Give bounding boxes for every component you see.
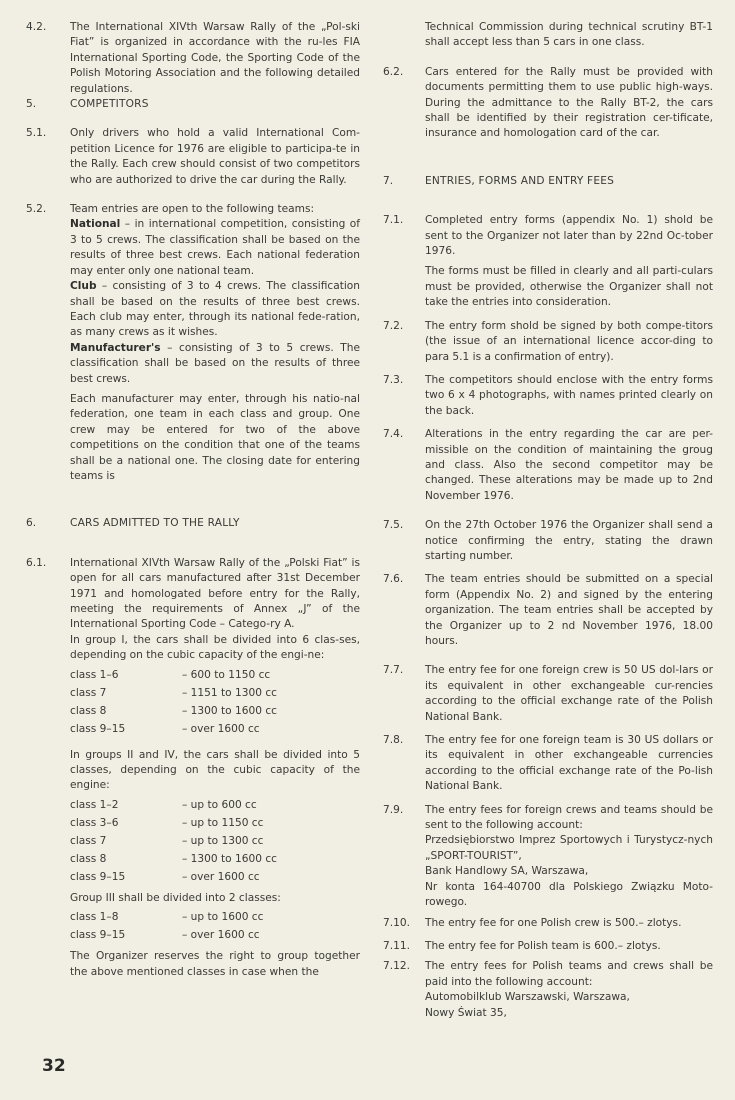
section-text: The entry fee for one foreign team is 30 US dollars or its equivalent in other exchangeable currencies according to the official exchange rate of the Po-lish National Bank. — [425, 734, 713, 793]
section-body — [425, 959, 713, 1021]
section-number: 4.2. — [26, 21, 47, 33]
section-6-2 — [383, 65, 713, 142]
section-number: 7.8. — [383, 734, 404, 747]
section-7-1 — [383, 213, 713, 310]
section-number: 6.1. — [26, 556, 47, 569]
section-text: The competitors should enclose with the entry forms two 6 x 4 photographs, with names printed clearly on the back. — [425, 373, 713, 417]
class-capacity: – up to 1150 cc — [182, 816, 264, 829]
paragraph: In group I, the cars shall be divided into 6 clas-ses, depending on the cubic capacity of the engi-ne: — [70, 633, 360, 662]
term-club: Club — [70, 280, 97, 293]
section-number: 7.9. — [383, 803, 404, 816]
section-number: 6. — [26, 517, 37, 530]
section-text: The team entries should be submitted on a special form (Appendix No. 2) and signed by the entering organization. The team entries shall be accepted by the Organizer up to 2 nd November 1976, 18.00 hours. — [425, 573, 713, 647]
section-number: 7.10. — [383, 916, 410, 929]
section-number: 7.2. — [383, 319, 404, 332]
account-line: Nr konta 164-40700 dla Polskiego Związku Moto-rowego. — [425, 880, 713, 909]
section-7-7 — [383, 663, 713, 725]
section-text: The entry fee for one Polish crew is 500.– zlotys. — [425, 916, 682, 929]
paragraph: The Organizer reserves the right to group together the above mentioned classes in case when the — [70, 950, 360, 978]
class-capacity: – 1300 to 1600 cc — [182, 704, 277, 717]
section-7-6 — [383, 572, 713, 649]
account-line: Przedsiębiorstwo Imprez Sportowych i Turystycz-nych „SPORT-TOURIST”, — [425, 834, 713, 862]
section-body — [425, 803, 713, 911]
class-capacity: – over 1600 cc — [182, 929, 260, 942]
section-6-heading — [26, 516, 360, 531]
section-number: 7. — [383, 174, 394, 187]
class-name: class 8 — [70, 852, 107, 865]
term-national: National — [70, 218, 121, 231]
class-table-group-2-4 — [70, 798, 360, 885]
section-number: 7.5. — [383, 519, 404, 532]
section-text: Only drivers who hold a valid International Com-petition Licence for 1976 are eligible to participa-te in the Rally. Each crew should consist of two competitors who are authorized to drive the car during the Rally. — [70, 127, 360, 186]
section-number: 6.2. — [383, 65, 404, 78]
section-text: On the 27th October 1976 the Organizer shall send a notice confirming the entry, stating the drawn starting number. — [425, 519, 713, 562]
class-name: class 9–15 — [70, 870, 126, 883]
paragraph: International XIVth Warsaw Rally of the „Polski Fiat” is open for all cars manufactured after 31st December 1971 and homologated before entry for the Rally, meeting the requirements of Annex „J” of the International Sporting Code – Catego-ry A. — [70, 556, 360, 631]
paragraph: Each manufacturer may enter, through his natio-nal federation, one team in each class and group. One crew may be entered for two of the above competitions on the condition that one of the teams shall be a national one. The closing date for entering teams is — [70, 392, 360, 482]
section-number: 7.12. — [383, 960, 410, 973]
section-7-9 — [383, 803, 713, 911]
section-body — [70, 202, 360, 484]
section-number: 7.1. — [383, 214, 404, 227]
class-name: class 1–8 — [70, 911, 119, 924]
section-4-2 — [26, 20, 360, 97]
section-text: The International XIVth Warsaw Rally of the „Pol-ski Fiat” is organized in accordance with the ru-les FIA International Sporting Code, the Sporting Code of the Polish Motoring Association and the following detailed regulations. — [70, 21, 360, 95]
account-line: Nowy Świat 35, — [425, 1006, 507, 1019]
section-text: The entry fee for one foreign crew is 50 US dol-lars or its equivalent in other exchangeable cur-rencies according to the official exchange rate of the Polish National Bank. — [425, 664, 713, 723]
paragraph: Completed entry forms (appendix No. 1) shold be sent to the Organizer not later than by 22nd Oc-tober 1976. — [425, 214, 713, 258]
right-column — [383, 20, 713, 1021]
section-7-heading — [383, 174, 713, 189]
class-name: class 8 — [70, 704, 107, 717]
section-number: 5. — [26, 98, 37, 111]
paragraph: Team entries are open to the following teams: — [70, 203, 315, 216]
section-7-3 — [383, 373, 713, 419]
paragraph — [70, 341, 360, 387]
term-text: – in international competition, consisting of 3 to 5 crews. The classification shall be based on the results of three best crews. Each national federation may enter only one national team. — [70, 218, 360, 277]
section-6-1-continued — [383, 20, 713, 51]
section-body — [70, 556, 360, 980]
class-name: class 7 — [70, 686, 107, 699]
paragraph: In groups II and IV, the cars shall be divided into 5 classes, depending on the cubic capacity of the engine: — [70, 748, 360, 792]
section-6-1 — [26, 556, 360, 980]
section-title: COMPETITORS — [70, 98, 149, 111]
class-capacity: – up to 1300 cc — [182, 834, 264, 847]
account-line: Bank Handlowy SA, Warszawa, — [425, 865, 589, 878]
class-capacity: – over 1600 cc — [182, 722, 260, 735]
class-name: class 1–6 — [70, 668, 119, 681]
section-text: The entry form shold be signed by both compe-titors (the issue of an international licence accor-ding to para 5.1 is a confirmation of entry). — [425, 319, 713, 363]
section-number: 7.3. — [383, 373, 404, 386]
paragraph: The entry fees for Polish teams and crews shall be paid into the following account: — [425, 960, 713, 988]
section-number: 7.4. — [383, 428, 404, 441]
section-5-1 — [26, 126, 360, 188]
left-column — [26, 20, 360, 980]
section-text: Cars entered for the Rally must be provided with documents permitting them to use public high-ways. During the admittance to the Rally BT-2, the cars shall be identified by their registration cer-tificate, insurance and homologation card of the car. — [425, 65, 713, 140]
term-text: – consisting of 3 to 5 crews. The classification shall be based on the results of three best crews. — [70, 341, 360, 385]
class-capacity: – up to 1600 cc — [182, 911, 264, 924]
class-capacity: – up to 600 cc — [182, 798, 257, 811]
term-text: – consisting of 3 to 4 crews. The classification shall be based on the results of three best crews. Each club may enter, through its national fede-ration, as many crews as it wishes. — [70, 280, 360, 339]
section-7-2 — [383, 319, 713, 365]
section-number: 5.2. — [26, 203, 47, 216]
section-number: 5.1. — [26, 127, 47, 140]
section-7-10 — [383, 916, 713, 931]
class-capacity: – over 1600 cc — [182, 870, 260, 883]
section-title: CARS ADMITTED TO THE RALLY — [70, 517, 240, 530]
term-manufacturers: Manufacturer's — [70, 341, 161, 354]
section-title: ENTRIES, FORMS AND ENTRY FEES — [425, 174, 615, 187]
section-number: 7.7. — [383, 664, 404, 677]
paragraph: The forms must be filled in clearly and all parti-culars must be provided, otherwise the Organizer shall not take the entries into consideration. — [425, 265, 713, 309]
class-name: class 9–15 — [70, 929, 126, 942]
section-7-12 — [383, 959, 713, 1021]
section-text: The entry fee for Polish team is 600.– zlotys. — [425, 939, 661, 952]
paragraph: The entry fees for foreign crews and teams should be sent to the following account: — [425, 803, 713, 832]
class-table-group-1 — [70, 668, 360, 737]
section-7-4 — [383, 427, 713, 504]
section-body — [425, 213, 713, 310]
class-capacity: – 1300 to 1600 cc — [182, 852, 277, 865]
account-line: Automobilklub Warszawski, Warszawa, — [425, 991, 630, 1004]
class-name: class 7 — [70, 834, 107, 847]
paragraph — [70, 217, 360, 279]
paragraph — [70, 279, 360, 341]
section-text: Alterations in the entry regarding the car are per-missible on the condition of maintaining the groug and class. Also the second competitor may be changed. These alterations may be made up to 2nd November 1976. — [425, 428, 713, 502]
page-number: 32 — [42, 1056, 66, 1076]
class-capacity: – 600 to 1150 cc — [182, 668, 271, 681]
section-number: 7.11. — [383, 939, 410, 952]
class-name: class 9–15 — [70, 722, 126, 735]
class-table-group-3 — [70, 910, 360, 943]
class-name: class 3–6 — [70, 816, 119, 829]
class-capacity: – 1151 to 1300 cc — [182, 686, 277, 699]
section-7-8 — [383, 733, 713, 795]
section-7-5 — [383, 518, 713, 564]
section-number: 7.6. — [383, 573, 404, 586]
section-5-heading — [26, 97, 360, 112]
paragraph: Group III shall be divided into 2 classes: — [70, 891, 281, 904]
section-text: Technical Commission during technical scrutiny BT-1 shall accept less than 5 cars in one class. — [425, 21, 713, 49]
class-name: class 1–2 — [70, 798, 119, 811]
section-7-11 — [383, 939, 713, 954]
section-5-2 — [26, 202, 360, 484]
